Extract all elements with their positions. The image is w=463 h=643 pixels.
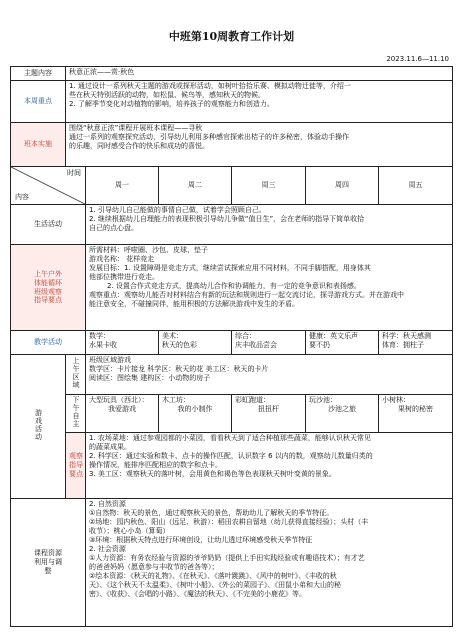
resources-line: 密》、《收获》、《会唱的小路》、《魔法的秋天》、《不完美的小鹿花》等。 <box>89 589 306 598</box>
afternoon-cell-bottom: 我的小制作 <box>177 404 213 413</box>
teaching-cell-bottom: 体育：拥柱子 <box>382 340 424 349</box>
games-morning-row <box>11 355 453 395</box>
corner-time-label: 时间 <box>67 169 81 177</box>
theme-label: 主题内容 <box>11 67 66 81</box>
outdoor-line: 发展目标：1. 设置障碍是竞走方式，继续尝试探索应用不同材料，不同手脚搭配，用身体其 <box>89 263 371 272</box>
outdoor-row <box>11 245 453 331</box>
goals-label: 本周重点 <box>11 81 66 123</box>
observe-label-line: 观察 <box>69 452 83 461</box>
resources-row <box>11 499 453 627</box>
teaching-label: 教学活动 <box>11 331 86 355</box>
resources-line: ②场地：园内秋色、阳山（远足、秋游）：稻田农耕自留地（幼儿获得直接经验）；头村（丰 <box>89 517 369 526</box>
resources-line: ①人力资源：有务农经验与资源的爷爷奶奶（提供上手田实践经验或有趣语技术）；有才艺 <box>89 553 365 562</box>
resources-label-line: 整 <box>44 566 52 575</box>
outdoor-line: 他部位携带进行竞走。 <box>89 272 159 281</box>
games-morning-line: 数学区：卡片接龙 科学区：秋天的花 美工区：秋天的卡片 <box>89 364 269 373</box>
class-practice-line: 的乐趣，同时感受合作的快乐和成功的喜悦。 <box>69 141 209 150</box>
class-practice-row <box>11 123 453 167</box>
outdoor-line: 2. 设置合作式竞走方式，提高幼儿合作和协调能力，有一定的竞争意识和表扬感。 <box>107 281 361 290</box>
class-practice-line: 围绕“秋意正浓”课程开展班本课程——寻秋 <box>69 124 203 132</box>
goals-line: 1. 通过设计一系列秋天主题的游戏或探形活动，如树叶拾拾乐赛、模拟动物迁徙等，介绍一 <box>69 82 351 90</box>
class-practice-content <box>66 123 453 167</box>
teaching-cell-bottom: 庆丰收品尝会 <box>235 340 277 349</box>
time-content-corner <box>11 167 86 205</box>
resources-line: ②绘本资源：《秋天的礼物》、《在秋天》、《落叶跳跳》、《风中的树叶》、《丰收的秋 <box>89 571 337 580</box>
teaching-cell-top: 美术： <box>162 332 183 340</box>
teaching-cell <box>159 331 232 355</box>
outdoor-label-line: 班级观察 <box>34 287 62 296</box>
afternoon-cell-top: 大型玩具（西北）： <box>89 396 149 404</box>
games-morning-line: 班级区域游戏 <box>89 356 131 364</box>
afternoon-cell <box>232 395 306 433</box>
day-header: 周五 <box>379 167 453 205</box>
page-title: 中班第10周教育工作计划 <box>168 30 295 43</box>
resources-line: ①自然物：秋天的景色，通过观察秋天的景色，帮助幼儿了解秋天的季节特征。 <box>89 508 334 517</box>
outdoor-label-line: 上午户外 <box>34 269 62 278</box>
theme-row <box>11 67 453 81</box>
teaching-cell-bottom: 秋天的色彩 <box>162 340 197 349</box>
resources-label <box>11 499 86 627</box>
teaching-cell-bottom: 要不扔 <box>309 340 330 349</box>
observe-line: 3. 美工区：观察秋天的落叶树，会用黄色和褐色等色表现秋天树叶变黄的景象。 <box>89 469 336 478</box>
outdoor-label <box>11 245 86 331</box>
afternoon-cell <box>306 395 379 433</box>
observe-line: 的蔬菜成果。 <box>89 442 131 451</box>
day-header: 周二 <box>159 167 232 205</box>
day-header: 周一 <box>86 167 159 205</box>
life-content <box>86 205 453 245</box>
afternoon-cell-bottom: 扭扭杆 <box>258 404 279 413</box>
class-practice-label: 班本实施 <box>11 123 66 167</box>
resources-line: ③环境：根据秋天特点进行环境创设，让幼儿透过环境感受秋天季节特征 <box>89 535 313 544</box>
observe-line: 1. 农场菜地：通过参观园都的小菜园，看看秋天到了适合种植那些蔬菜，能够认识秋天常见 <box>89 434 371 442</box>
games-afternoon-label-text: 下午自主 <box>71 396 80 429</box>
teaching-cell-bottom: 水果卡收 <box>89 340 117 349</box>
corner-content-label: 内容 <box>15 193 29 202</box>
day-header: 周三 <box>232 167 306 205</box>
life-line: 1. 引导幼儿自己能做的事情自己做，试着学会照顾自己。 <box>89 206 266 214</box>
games-morning-content <box>86 355 453 395</box>
observe-label-line: 指导 <box>69 461 83 470</box>
teaching-cell-top: 综合： <box>235 332 256 340</box>
life-label: 生活活动 <box>11 205 86 245</box>
resources-line: 2. 自然资源 <box>89 500 126 508</box>
teaching-cell <box>306 331 379 355</box>
games-label-text: 游戏活动 <box>34 409 43 442</box>
afternoon-cell <box>86 395 159 433</box>
afternoon-cell-top: 彩虹跑道： <box>235 396 270 404</box>
life-row <box>11 205 453 245</box>
resources-label-line: 课程资源 <box>34 549 62 558</box>
life-line: 2. 继续根据幼儿自理能力的表现积极引导幼儿争做“值日生”，会在老师的指导下简单收拾 <box>89 214 365 223</box>
resources-content <box>86 499 453 627</box>
games-observe-label <box>66 433 86 499</box>
games-afternoon-row <box>11 395 453 433</box>
resources-line: 2. 社会资源 <box>89 544 126 553</box>
goals-line: 些在秋天特别活跃的动物，如松鼠、候鸟等，感知秋天的物候。 <box>69 90 265 99</box>
outdoor-line: 游戏名称： 花样竞走 <box>89 254 155 263</box>
games-observe-row <box>11 433 453 499</box>
observe-label-line: 要点 <box>69 469 83 478</box>
outdoor-label-line: 指导要点 <box>34 296 62 305</box>
games-morning-line: 阅读区：图绘集 建构区：小动物的房子 <box>89 373 211 382</box>
date-range: 2023.11.6—11.10 <box>386 55 449 63</box>
goals-content <box>66 81 453 123</box>
week-header-row <box>11 167 453 205</box>
teaching-cell-top: 科学：秋天感测 <box>382 332 431 340</box>
teaching-cell <box>86 331 159 355</box>
afternoon-cell-bottom: 沙池之旅 <box>328 404 356 413</box>
games-morning-label-text: 上午区域 <box>71 357 80 390</box>
class-practice-line: 通过一系列的观察探究活动，引导幼儿利用多种感官探索出桔子的许多秘密，体验动手操作 <box>69 132 349 141</box>
afternoon-cell-bottom: 我爱游戏 <box>108 404 136 413</box>
resources-line: 收节）；桃心小岛（算萄） <box>89 526 170 535</box>
games-afternoon-label <box>66 395 86 433</box>
teaching-cell <box>379 331 453 355</box>
day-header: 周四 <box>306 167 379 205</box>
teaching-cell-top: 数学： <box>89 332 110 340</box>
resources-line: 天》、《这个秋天不太温柔》、《树叶小船》、《外公的菜园子》、《田鼠小弟和大山的秘 <box>89 580 341 589</box>
afternoon-cell <box>159 395 232 433</box>
games-label <box>11 355 66 499</box>
observe-line: 操作情况，能排序匹配相应的数字和点卡。 <box>89 460 222 469</box>
life-line: 自己的点心盘。 <box>89 223 138 232</box>
outdoor-line: 观察重点：观察幼儿能否对材料结合有新的玩法和规则进行一起交流讨论，探寻游戏方式。并在游戏中 <box>89 290 404 299</box>
theme-value: 秋意正浓——赏·秋色 <box>66 67 453 81</box>
teaching-cell-top: 健康：英文乐声 <box>309 332 358 340</box>
afternoon-cell-top: 小树林： <box>382 396 410 404</box>
outdoor-line: 能注意安全，不碰撞同伴，能用积极的方法解决游戏中发生的矛盾。 <box>89 299 299 308</box>
observe-line: 2. 科学区：通过实验和数卡、点卡的操作匹配，认识数字 6 以内的数，观察幼儿数量归类的 <box>89 451 373 460</box>
outdoor-label-line: 体能循环 <box>34 278 62 287</box>
resources-line: 的爸爸妈妈（愿意参与丰收节的爸各等）； <box>89 562 219 571</box>
goals-line: 2. 了解季节变化对动植物的影响，培养孩子的观察能力和创造力。 <box>69 99 274 108</box>
resources-label-line: 利用与调 <box>34 558 62 567</box>
games-morning-label <box>66 355 86 395</box>
teaching-cell <box>232 331 306 355</box>
afternoon-cell <box>379 395 453 433</box>
afternoon-cell-bottom: 果树的秘密 <box>398 404 434 413</box>
afternoon-cell-top: 木工坊： <box>162 396 190 404</box>
goals-row <box>11 81 453 123</box>
afternoon-cell-top: 玩沙池： <box>309 396 337 404</box>
teaching-row <box>11 331 453 355</box>
plan-table <box>10 66 453 627</box>
games-observe-content <box>86 433 453 499</box>
outdoor-line: 所需材料：呼啦圈、沙包、皮球、垫子 <box>89 246 208 254</box>
outdoor-content <box>86 245 453 331</box>
